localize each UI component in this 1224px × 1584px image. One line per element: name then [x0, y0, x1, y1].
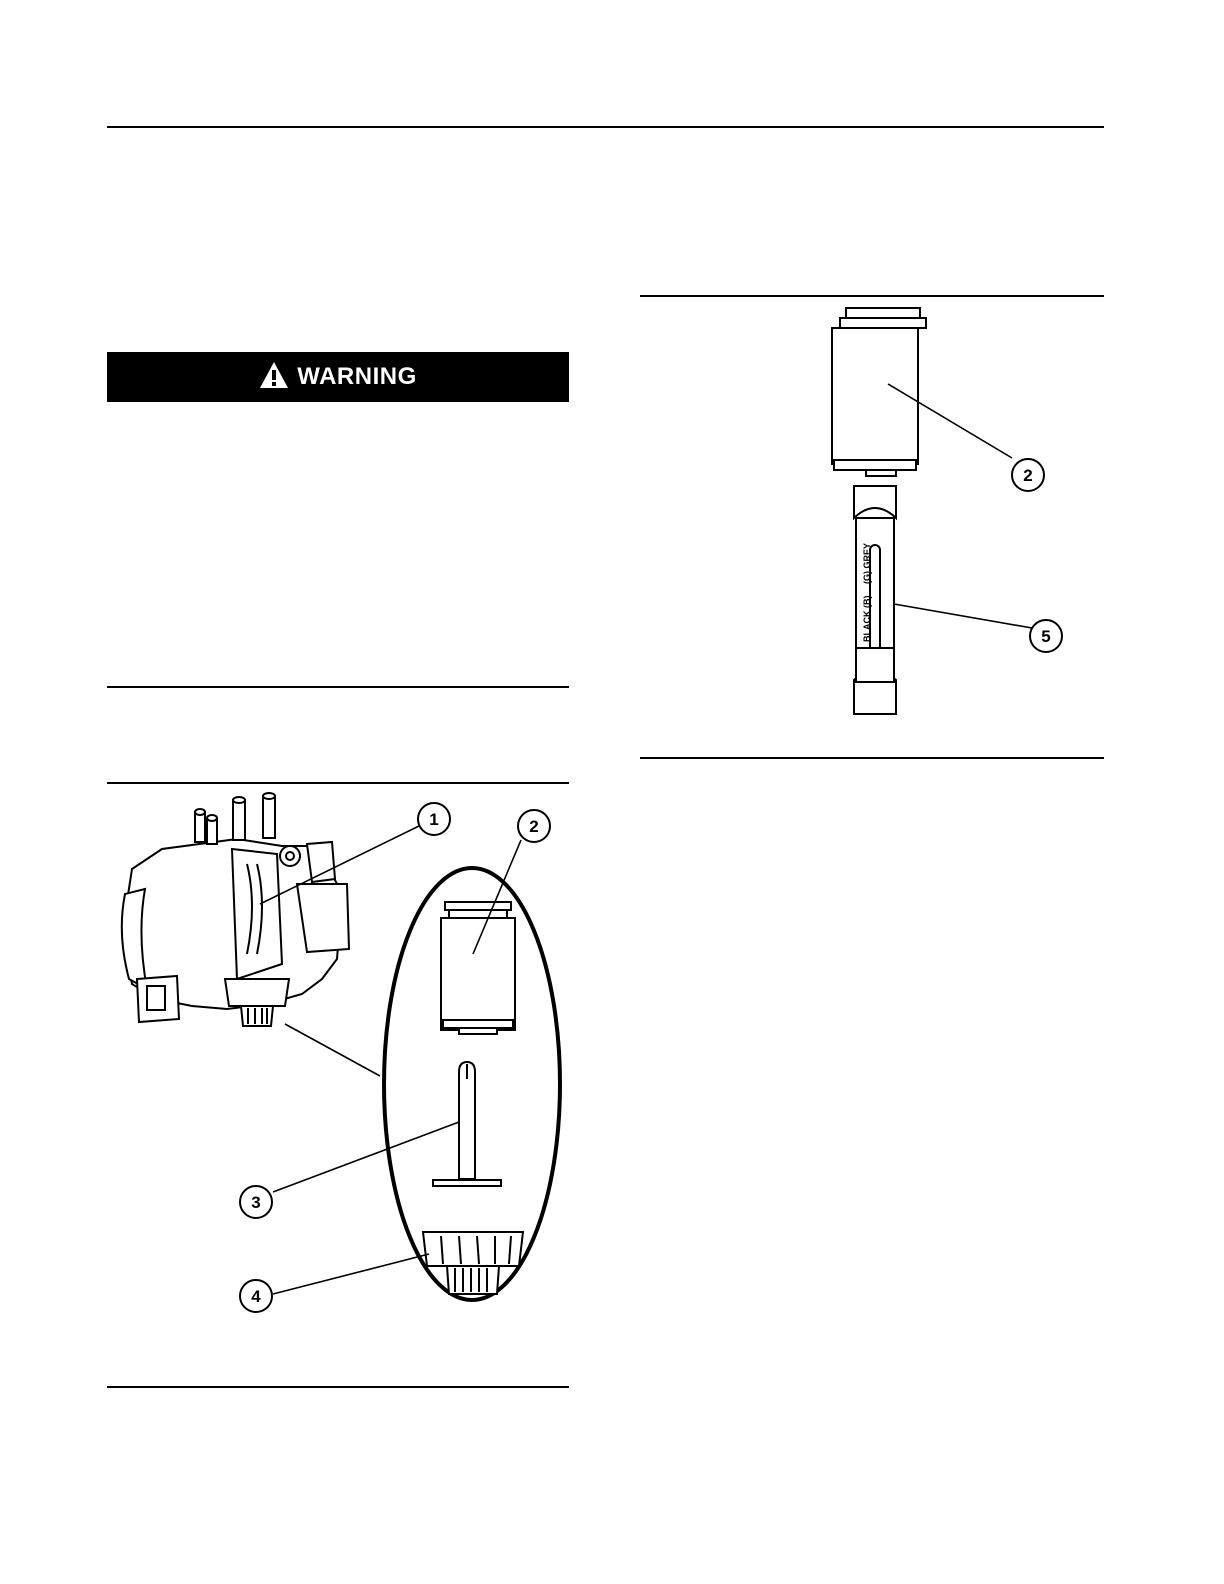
right-leader-lines [640, 300, 1104, 760]
tool-marking-grey: (G) GREY [862, 542, 872, 584]
callout-2-right-label: 2 [1023, 466, 1033, 485]
callout-2-right [1009, 456, 1047, 494]
callout-5 [1027, 617, 1065, 655]
callout-2 [515, 807, 553, 845]
figure-right-top-rule [640, 295, 1104, 297]
warning-banner [107, 352, 569, 402]
warning-triangle-icon [259, 361, 289, 394]
section-rule [107, 686, 569, 688]
callout-3-label: 3 [251, 1193, 261, 1212]
callout-2-label: 2 [529, 817, 539, 836]
callout-5-label: 5 [1041, 627, 1051, 646]
figure-left-bottom-rule [107, 1386, 569, 1388]
fuel-filter-exploded-illustration [107, 784, 569, 1384]
warning-label: WARNING [297, 363, 417, 390]
header-rule [107, 126, 1104, 128]
callout-1 [415, 800, 453, 838]
callout-4 [237, 1277, 275, 1315]
callout-1-label: 1 [429, 810, 439, 829]
callout-3 [237, 1183, 275, 1221]
tool-marking-black: BLACK (B) [862, 595, 872, 642]
callout-4-label: 4 [251, 1287, 261, 1306]
